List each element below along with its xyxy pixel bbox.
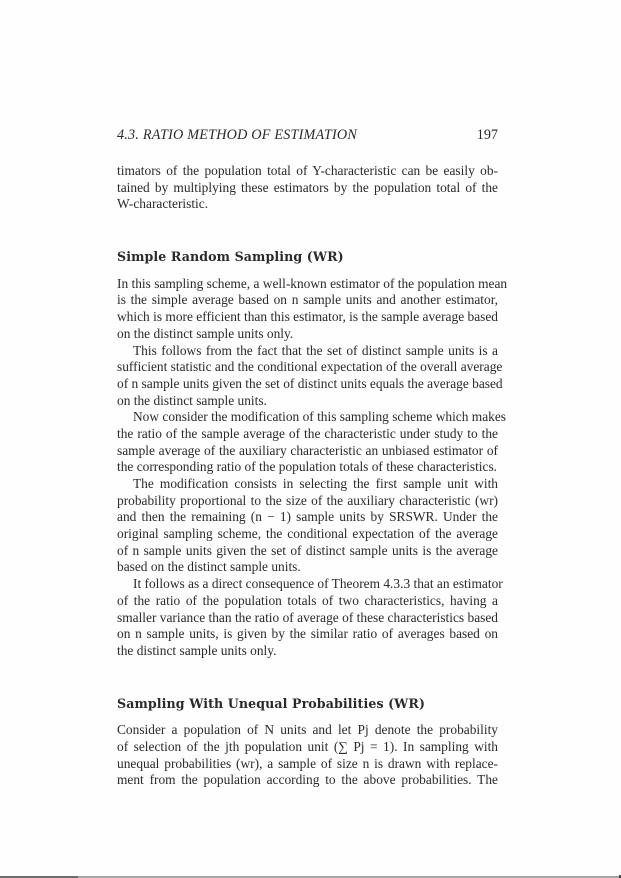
section-heading-unequal-probabilities: Sampling With Unequal Probabilities (WR)	[117, 695, 426, 711]
text-line: tained by multiplying these estimators by the population total of the	[117, 179, 498, 195]
paragraph	[117, 476, 498, 576]
text-line: unequal probabilities (wr), a sample of size n is drawn with replace-	[117, 755, 498, 771]
paragraph	[117, 576, 503, 659]
text-line: smaller variance than the ratio of average of these characteristics based	[117, 609, 498, 625]
text-line: timators of the population total of Y-characteristic can be easily ob-	[117, 163, 498, 178]
text-line: on the distinct sample units.	[117, 392, 267, 408]
text-line: of the ratio of the population totals of two characteristics, having a	[117, 592, 498, 608]
page-body	[117, 163, 508, 789]
text-line: which is more efficient than this estimator, is the sample average based	[117, 309, 498, 325]
text-line: Consider a population of N units and let Pj denote the probability	[117, 722, 498, 738]
text-line: It follows as a direct consequence of Theorem 4.3.3 that an estimator	[133, 576, 503, 592]
text-line: This follows from the fact that the set of distinct sample units is a	[133, 342, 498, 358]
text-line: of n sample units given the set of distinct sample units is the average	[117, 542, 498, 558]
text-line: ment from the population according to the above probabilities. The	[117, 772, 498, 788]
text-line: original sampling scheme, the conditional expectation of the average	[117, 526, 498, 542]
text-line: the corresponding ratio of the population totals of these characteristics.	[117, 459, 498, 475]
text-line: on n sample units, is given by the similar ratio of averages based on	[117, 626, 498, 642]
paragraph	[117, 275, 508, 343]
text-line: on the distinct sample units only.	[117, 325, 294, 341]
text-line: sufficient statistic and the conditional expectation of the overall average	[117, 359, 503, 375]
text-line: W-characteristic.	[117, 196, 209, 212]
text-line: the distinct sample units only.	[117, 642, 277, 658]
paragraph	[117, 722, 498, 789]
text-line: probability proportional to the size of the auxiliary characteristic (wr)	[117, 492, 498, 508]
text-line: and then the remaining (n − 1) sample units by SRSWR. Under the	[117, 509, 498, 525]
running-header	[117, 127, 498, 147]
text-line: of n sample units given the set of distinct units equals the average based	[117, 375, 503, 391]
paragraph	[117, 342, 503, 410]
text-line: is the simple average based on n sample units and another estimator,	[117, 292, 498, 308]
text-line: of selection of the jth population unit (∑ Pj = 1). In sampling with	[117, 738, 498, 754]
text-line: based on the distinct sample units.	[117, 559, 301, 575]
document-page	[117, 127, 508, 789]
text-line: sample average of the auxiliary characteristic an unbiased estimator of	[117, 442, 498, 458]
chapter-section-title: 4.3. RATIO METHOD OF ESTIMATION	[117, 127, 358, 143]
paragraph	[117, 409, 506, 476]
page-number: 197	[476, 127, 498, 143]
text-line: The modification consists in selecting the first sample unit with	[133, 476, 498, 491]
intro-paragraph	[117, 163, 498, 213]
section-heading-simple-random-sampling: Simple Random Sampling (WR)	[117, 249, 344, 265]
text-line: the ratio of the sample average of the characteristic under study to the	[117, 425, 498, 441]
text-line: In this sampling scheme, a well-known estimator of the population mean	[117, 275, 508, 291]
text-line: Now consider the modification of this sampling scheme which makes	[133, 409, 506, 425]
